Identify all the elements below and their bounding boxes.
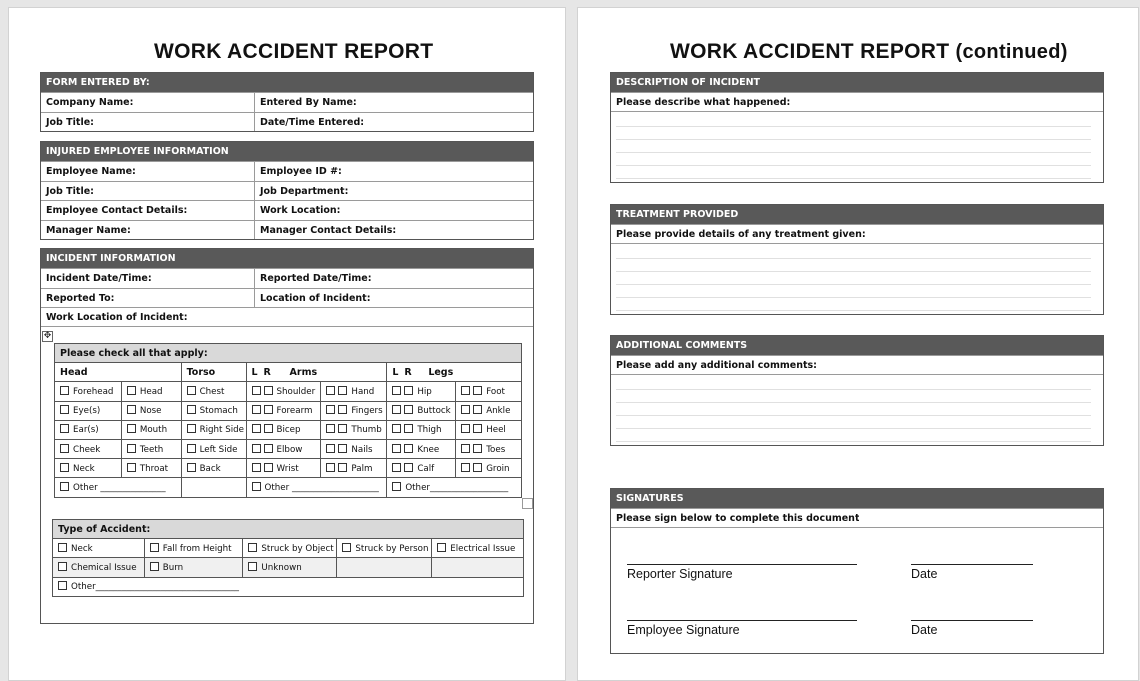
form-row: [41, 307, 533, 327]
option-label: Throat: [139, 463, 169, 474]
body-parts-table: [54, 343, 522, 498]
option-label: Neck: [73, 463, 95, 474]
left-checkbox[interactable]: [252, 405, 261, 414]
ruled-line: [616, 415, 1091, 416]
ruled-line: [616, 389, 1091, 390]
left-checkbox[interactable]: [326, 444, 335, 453]
prompt-row: [611, 508, 1103, 528]
option-label: Other_________________________________: [71, 582, 240, 593]
option-label: Left Side: [199, 444, 238, 455]
left-checkbox[interactable]: [326, 405, 335, 414]
title-main: WORK ACCIDENT REPORT: [670, 40, 950, 63]
comments-text-area[interactable]: [611, 375, 1103, 445]
checkbox[interactable]: [60, 444, 69, 453]
table-resize-handle[interactable]: [522, 498, 533, 509]
right-checkbox[interactable]: [404, 386, 413, 395]
right-label: R: [404, 366, 412, 378]
body-part-option[interactable]: [181, 459, 246, 478]
checkbox[interactable]: [342, 543, 351, 552]
form-row: [41, 200, 533, 220]
body-part-row: [55, 439, 522, 458]
right-label: R: [263, 366, 271, 378]
body-part-option[interactable]: [321, 401, 387, 420]
empty-cell: [181, 478, 246, 497]
left-checkbox[interactable]: [252, 386, 261, 395]
accident-row: [53, 539, 524, 558]
form-row: [41, 112, 533, 132]
body-part-option[interactable]: [121, 459, 181, 478]
left-checkbox[interactable]: [461, 405, 470, 414]
option-label: Unknown: [261, 562, 302, 573]
prompt-row: [611, 355, 1103, 375]
body-part-option[interactable]: [321, 459, 387, 478]
left-checkbox[interactable]: [461, 444, 470, 453]
left-checkbox[interactable]: [392, 444, 401, 453]
reporter-signature-label: Reporter Signature: [627, 567, 733, 581]
option-label: Heel: [486, 425, 506, 436]
reporter-signature-line[interactable]: [627, 564, 857, 565]
option-label: Other__________________: [405, 482, 509, 493]
empty-cell: [432, 558, 524, 577]
body-part-option[interactable]: [121, 439, 181, 458]
body-part-option[interactable]: [55, 401, 122, 420]
accident-option-chemical[interactable]: [53, 558, 145, 577]
section-header: TREATMENT PROVIDED: [611, 205, 1103, 224]
form-row: [41, 288, 533, 308]
right-checkbox[interactable]: [404, 463, 413, 472]
employee-signature-label: Employee Signature: [627, 623, 740, 637]
right-checkbox[interactable]: [264, 444, 273, 453]
body-part-option[interactable]: [55, 382, 122, 401]
body-part-row: [55, 459, 522, 478]
body-part-row: [55, 401, 522, 420]
company-name-field[interactable]: Company Name:: [41, 93, 255, 112]
checkbox[interactable]: [392, 482, 401, 491]
work-location-incident-field[interactable]: Work Location of Incident:: [46, 312, 188, 323]
left-checkbox[interactable]: [392, 463, 401, 472]
form-row: [41, 161, 533, 181]
title-suffix: (continued): [955, 41, 1068, 63]
description-section: [610, 72, 1104, 183]
ruled-line: [616, 310, 1091, 311]
body-part-option[interactable]: [321, 439, 387, 458]
left-checkbox[interactable]: [461, 386, 470, 395]
ruled-line: [616, 165, 1091, 166]
employee-date-line[interactable]: [911, 620, 1033, 621]
checkbox[interactable]: [60, 482, 69, 491]
right-checkbox[interactable]: [473, 463, 482, 472]
option-label: Fall from Height: [162, 543, 232, 554]
option-label: Back: [199, 463, 221, 474]
ruled-line: [616, 297, 1091, 298]
ruled-line: [616, 428, 1091, 429]
option-label: Struck by Person: [355, 543, 429, 554]
right-checkbox[interactable]: [404, 424, 413, 433]
option-label: Chemical Issue: [71, 562, 137, 573]
body-part-option[interactable]: [387, 439, 456, 458]
checkbox[interactable]: [248, 562, 257, 571]
form-row: [41, 92, 533, 112]
checkbox[interactable]: [252, 482, 261, 491]
report-page-2: [577, 7, 1139, 681]
option-label: Groin: [486, 463, 510, 474]
page-title: [670, 40, 1068, 64]
right-checkbox[interactable]: [338, 424, 347, 433]
date-time-entered-field[interactable]: Date/Time Entered:: [260, 116, 365, 128]
signatures-section: [610, 488, 1104, 654]
employee-job-title-field[interactable]: Job Title:: [41, 182, 255, 201]
left-label: L: [251, 366, 258, 378]
right-checkbox[interactable]: [264, 405, 273, 414]
left-checkbox[interactable]: [326, 386, 335, 395]
option-label: Thigh: [417, 425, 442, 436]
option-label: Electrical Issue: [450, 543, 516, 554]
body-part-option[interactable]: [181, 420, 246, 439]
comments-prompt: Please add any additional comments:: [616, 360, 817, 371]
left-label: L: [392, 366, 399, 378]
checkbox[interactable]: [187, 405, 196, 414]
body-part-option[interactable]: [121, 401, 181, 420]
right-checkbox[interactable]: [404, 444, 413, 453]
form-row: [41, 268, 533, 288]
checkbox[interactable]: [150, 562, 159, 571]
option-label: Chest: [199, 386, 225, 397]
manager-contact-field[interactable]: Manager Contact Details:: [260, 224, 397, 236]
option-label: Other ____________________: [264, 482, 379, 493]
body-part-option[interactable]: [121, 420, 181, 439]
option-label: Bicep: [276, 425, 301, 436]
employee-name-field[interactable]: Employee Name:: [41, 162, 255, 181]
body-part-option[interactable]: [181, 401, 246, 420]
ruled-line: [616, 402, 1091, 403]
option-label: Hand: [351, 386, 375, 397]
right-checkbox[interactable]: [338, 405, 347, 414]
entered-by-name-field[interactable]: Entered By Name:: [260, 97, 357, 108]
right-checkbox[interactable]: [338, 463, 347, 472]
arms-label: Arms: [289, 366, 318, 378]
checkbox[interactable]: [187, 386, 196, 395]
body-part-option[interactable]: [387, 420, 456, 439]
section-header: INCIDENT INFORMATION: [41, 249, 533, 268]
arms-column-header: [246, 363, 387, 382]
empty-cell: [337, 558, 432, 577]
prompt-row: [611, 92, 1103, 112]
section-header: FORM ENTERED BY:: [41, 73, 533, 92]
employee-signature-line[interactable]: [627, 620, 857, 621]
accident-option-burn[interactable]: [144, 558, 243, 577]
right-checkbox[interactable]: [338, 386, 347, 395]
job-title-field[interactable]: Job Title:: [41, 113, 255, 132]
body-part-option[interactable]: [321, 382, 387, 401]
accident-option-other[interactable]: [53, 577, 524, 596]
checkbox[interactable]: [127, 463, 136, 472]
option-label: Eye(s): [73, 406, 101, 417]
form-row: [41, 181, 533, 201]
section-header: ADDITIONAL COMMENTS: [611, 336, 1103, 355]
option-label: Hip: [417, 386, 432, 397]
checkbox[interactable]: [187, 424, 196, 433]
option-label: Forehead: [73, 386, 114, 397]
table-move-handle-icon[interactable]: ✥: [43, 331, 52, 341]
option-label: Ear(s): [73, 425, 99, 436]
checkbox[interactable]: [187, 463, 196, 472]
option-label: Head: [139, 386, 163, 397]
body-part-row: [55, 420, 522, 439]
employee-date-label: Date: [911, 623, 938, 637]
section-header: SIGNATURES: [611, 489, 1103, 508]
body-part-option[interactable]: [246, 459, 321, 478]
ruled-line: [616, 126, 1091, 127]
checkbox[interactable]: [58, 562, 67, 571]
other-head-option[interactable]: [55, 478, 182, 497]
manager-name-field[interactable]: Manager Name:: [41, 221, 255, 240]
body-parts-header: Please check all that apply:: [55, 344, 522, 363]
body-part-option[interactable]: [246, 401, 321, 420]
checkbox[interactable]: [127, 405, 136, 414]
form-entered-by-section: [40, 72, 534, 132]
employee-contact-field[interactable]: Employee Contact Details:: [41, 201, 255, 220]
torso-column-header: Torso: [181, 363, 246, 382]
other-legs-option[interactable]: [387, 478, 522, 497]
ruled-line: [616, 441, 1091, 442]
right-checkbox[interactable]: [473, 424, 482, 433]
option-label: Fingers: [351, 406, 383, 417]
right-checkbox[interactable]: [473, 444, 482, 453]
body-part-option[interactable]: [387, 382, 456, 401]
option-label: Shoulder: [276, 386, 316, 397]
checkbox[interactable]: [60, 405, 69, 414]
legs-label: Legs: [428, 366, 454, 378]
body-part-option[interactable]: [387, 459, 456, 478]
option-label: Cheek: [73, 444, 101, 455]
description-prompt: Please describe what happened:: [616, 97, 791, 108]
body-part-option[interactable]: [456, 401, 522, 420]
option-label: Struck by Object: [261, 543, 334, 554]
option-label: Thumb: [351, 425, 382, 436]
option-label: Other _______________: [73, 482, 166, 493]
checkbox[interactable]: [60, 386, 69, 395]
right-checkbox[interactable]: [473, 386, 482, 395]
option-label: Buttock: [417, 406, 451, 417]
checkbox[interactable]: [127, 444, 136, 453]
accident-option-unknown[interactable]: [243, 558, 337, 577]
right-checkbox[interactable]: [338, 444, 347, 453]
right-checkbox[interactable]: [264, 386, 273, 395]
body-part-option[interactable]: [246, 439, 321, 458]
report-page-1: [8, 7, 566, 681]
checkbox[interactable]: [248, 543, 257, 552]
body-part-option[interactable]: [456, 459, 522, 478]
body-part-option[interactable]: [246, 420, 321, 439]
other-row: [55, 478, 522, 497]
accident-option-fall[interactable]: [144, 539, 243, 558]
left-checkbox[interactable]: [461, 424, 470, 433]
prompt-row: [611, 224, 1103, 244]
treatment-prompt: Please provide details of any treatment given:: [616, 229, 866, 240]
accident-type-table: [52, 519, 524, 597]
option-label: Right Side: [199, 425, 245, 436]
accident-row: [53, 577, 524, 596]
left-checkbox[interactable]: [392, 386, 401, 395]
ruled-line: [616, 139, 1091, 140]
ruled-line: [616, 284, 1091, 285]
description-text-area[interactable]: [611, 112, 1103, 182]
ruled-line: [616, 152, 1091, 153]
checkbox[interactable]: [187, 444, 196, 453]
injured-employee-section: [40, 141, 534, 240]
left-checkbox[interactable]: [252, 424, 261, 433]
left-checkbox[interactable]: [252, 444, 261, 453]
checkbox[interactable]: [150, 543, 159, 552]
section-header: INJURED EMPLOYEE INFORMATION: [41, 142, 533, 161]
ruled-line: [616, 271, 1091, 272]
option-label: Wrist: [276, 463, 299, 474]
accident-option-struck-person[interactable]: [337, 539, 432, 558]
reporter-date-line[interactable]: [911, 564, 1033, 565]
body-part-option[interactable]: [246, 382, 321, 401]
body-part-option[interactable]: [456, 382, 522, 401]
reported-to-field[interactable]: Reported To:: [41, 289, 255, 308]
body-part-option[interactable]: [456, 439, 522, 458]
right-checkbox[interactable]: [404, 405, 413, 414]
option-label: Foot: [486, 386, 505, 397]
head-column-header: Head: [55, 363, 182, 382]
body-part-option[interactable]: [55, 459, 122, 478]
incident-date-field[interactable]: Incident Date/Time:: [41, 269, 255, 288]
left-checkbox[interactable]: [326, 424, 335, 433]
form-row: [41, 220, 533, 240]
checkbox[interactable]: [127, 386, 136, 395]
option-label: Ankle: [486, 406, 511, 417]
checkbox[interactable]: [127, 424, 136, 433]
checkbox[interactable]: [58, 581, 67, 590]
option-label: Calf: [417, 463, 435, 474]
accident-type-header: Type of Accident:: [53, 520, 524, 539]
left-checkbox[interactable]: [392, 424, 401, 433]
work-location-field[interactable]: Work Location:: [260, 205, 341, 216]
option-label: Forearm: [276, 406, 313, 417]
option-label: Toes: [486, 444, 506, 455]
checkbox[interactable]: [58, 543, 67, 552]
option-label: Knee: [417, 444, 440, 455]
right-checkbox[interactable]: [473, 405, 482, 414]
accident-option-neck[interactable]: [53, 539, 145, 558]
location-of-incident-field[interactable]: Location of Incident:: [260, 292, 371, 304]
accident-row: [53, 558, 524, 577]
signatures-prompt: Please sign below to complete this document: [616, 513, 860, 524]
option-label: Mouth: [139, 425, 168, 436]
legs-column-header: [387, 363, 522, 382]
left-checkbox[interactable]: [461, 463, 470, 472]
body-part-option[interactable]: [181, 382, 246, 401]
option-label: Nails: [351, 444, 373, 455]
left-checkbox[interactable]: [326, 463, 335, 472]
body-part-option[interactable]: [55, 439, 122, 458]
section-header: DESCRIPTION OF INCIDENT: [611, 73, 1103, 92]
body-part-option[interactable]: [121, 382, 181, 401]
checkbox[interactable]: [60, 424, 69, 433]
reported-date-field[interactable]: Reported Date/Time:: [260, 273, 372, 284]
body-part-option[interactable]: [181, 439, 246, 458]
treatment-text-area[interactable]: [611, 244, 1103, 314]
left-checkbox[interactable]: [252, 463, 261, 472]
page-title: WORK ACCIDENT REPORT: [154, 40, 434, 63]
right-checkbox[interactable]: [264, 463, 273, 472]
option-label: Stomach: [199, 406, 238, 417]
right-checkbox[interactable]: [264, 424, 273, 433]
treatment-section: [610, 204, 1104, 315]
option-label: Elbow: [276, 444, 303, 455]
body-part-option[interactable]: [387, 401, 456, 420]
accident-option-electrical[interactable]: [432, 539, 524, 558]
checkbox[interactable]: [437, 543, 446, 552]
body-part-option[interactable]: [321, 420, 387, 439]
option-label: Burn: [162, 562, 184, 573]
ruled-line: [616, 178, 1091, 179]
option-label: Neck: [71, 543, 93, 554]
column-headers: [55, 363, 522, 382]
job-department-field[interactable]: Job Department:: [260, 185, 349, 197]
other-arms-option[interactable]: [246, 478, 387, 497]
body-part-option[interactable]: [55, 420, 122, 439]
ruled-line: [616, 258, 1091, 259]
employee-id-field[interactable]: Employee ID #:: [260, 166, 342, 177]
body-part-row: [55, 382, 522, 401]
checkbox[interactable]: [60, 463, 69, 472]
option-label: Teeth: [139, 444, 164, 455]
body-part-option[interactable]: [456, 420, 522, 439]
left-checkbox[interactable]: [392, 405, 401, 414]
option-label: Palm: [351, 463, 373, 474]
comments-section: [610, 335, 1104, 446]
option-label: Nose: [139, 406, 162, 417]
accident-option-struck-object[interactable]: [243, 539, 337, 558]
reporter-date-label: Date: [911, 567, 938, 581]
